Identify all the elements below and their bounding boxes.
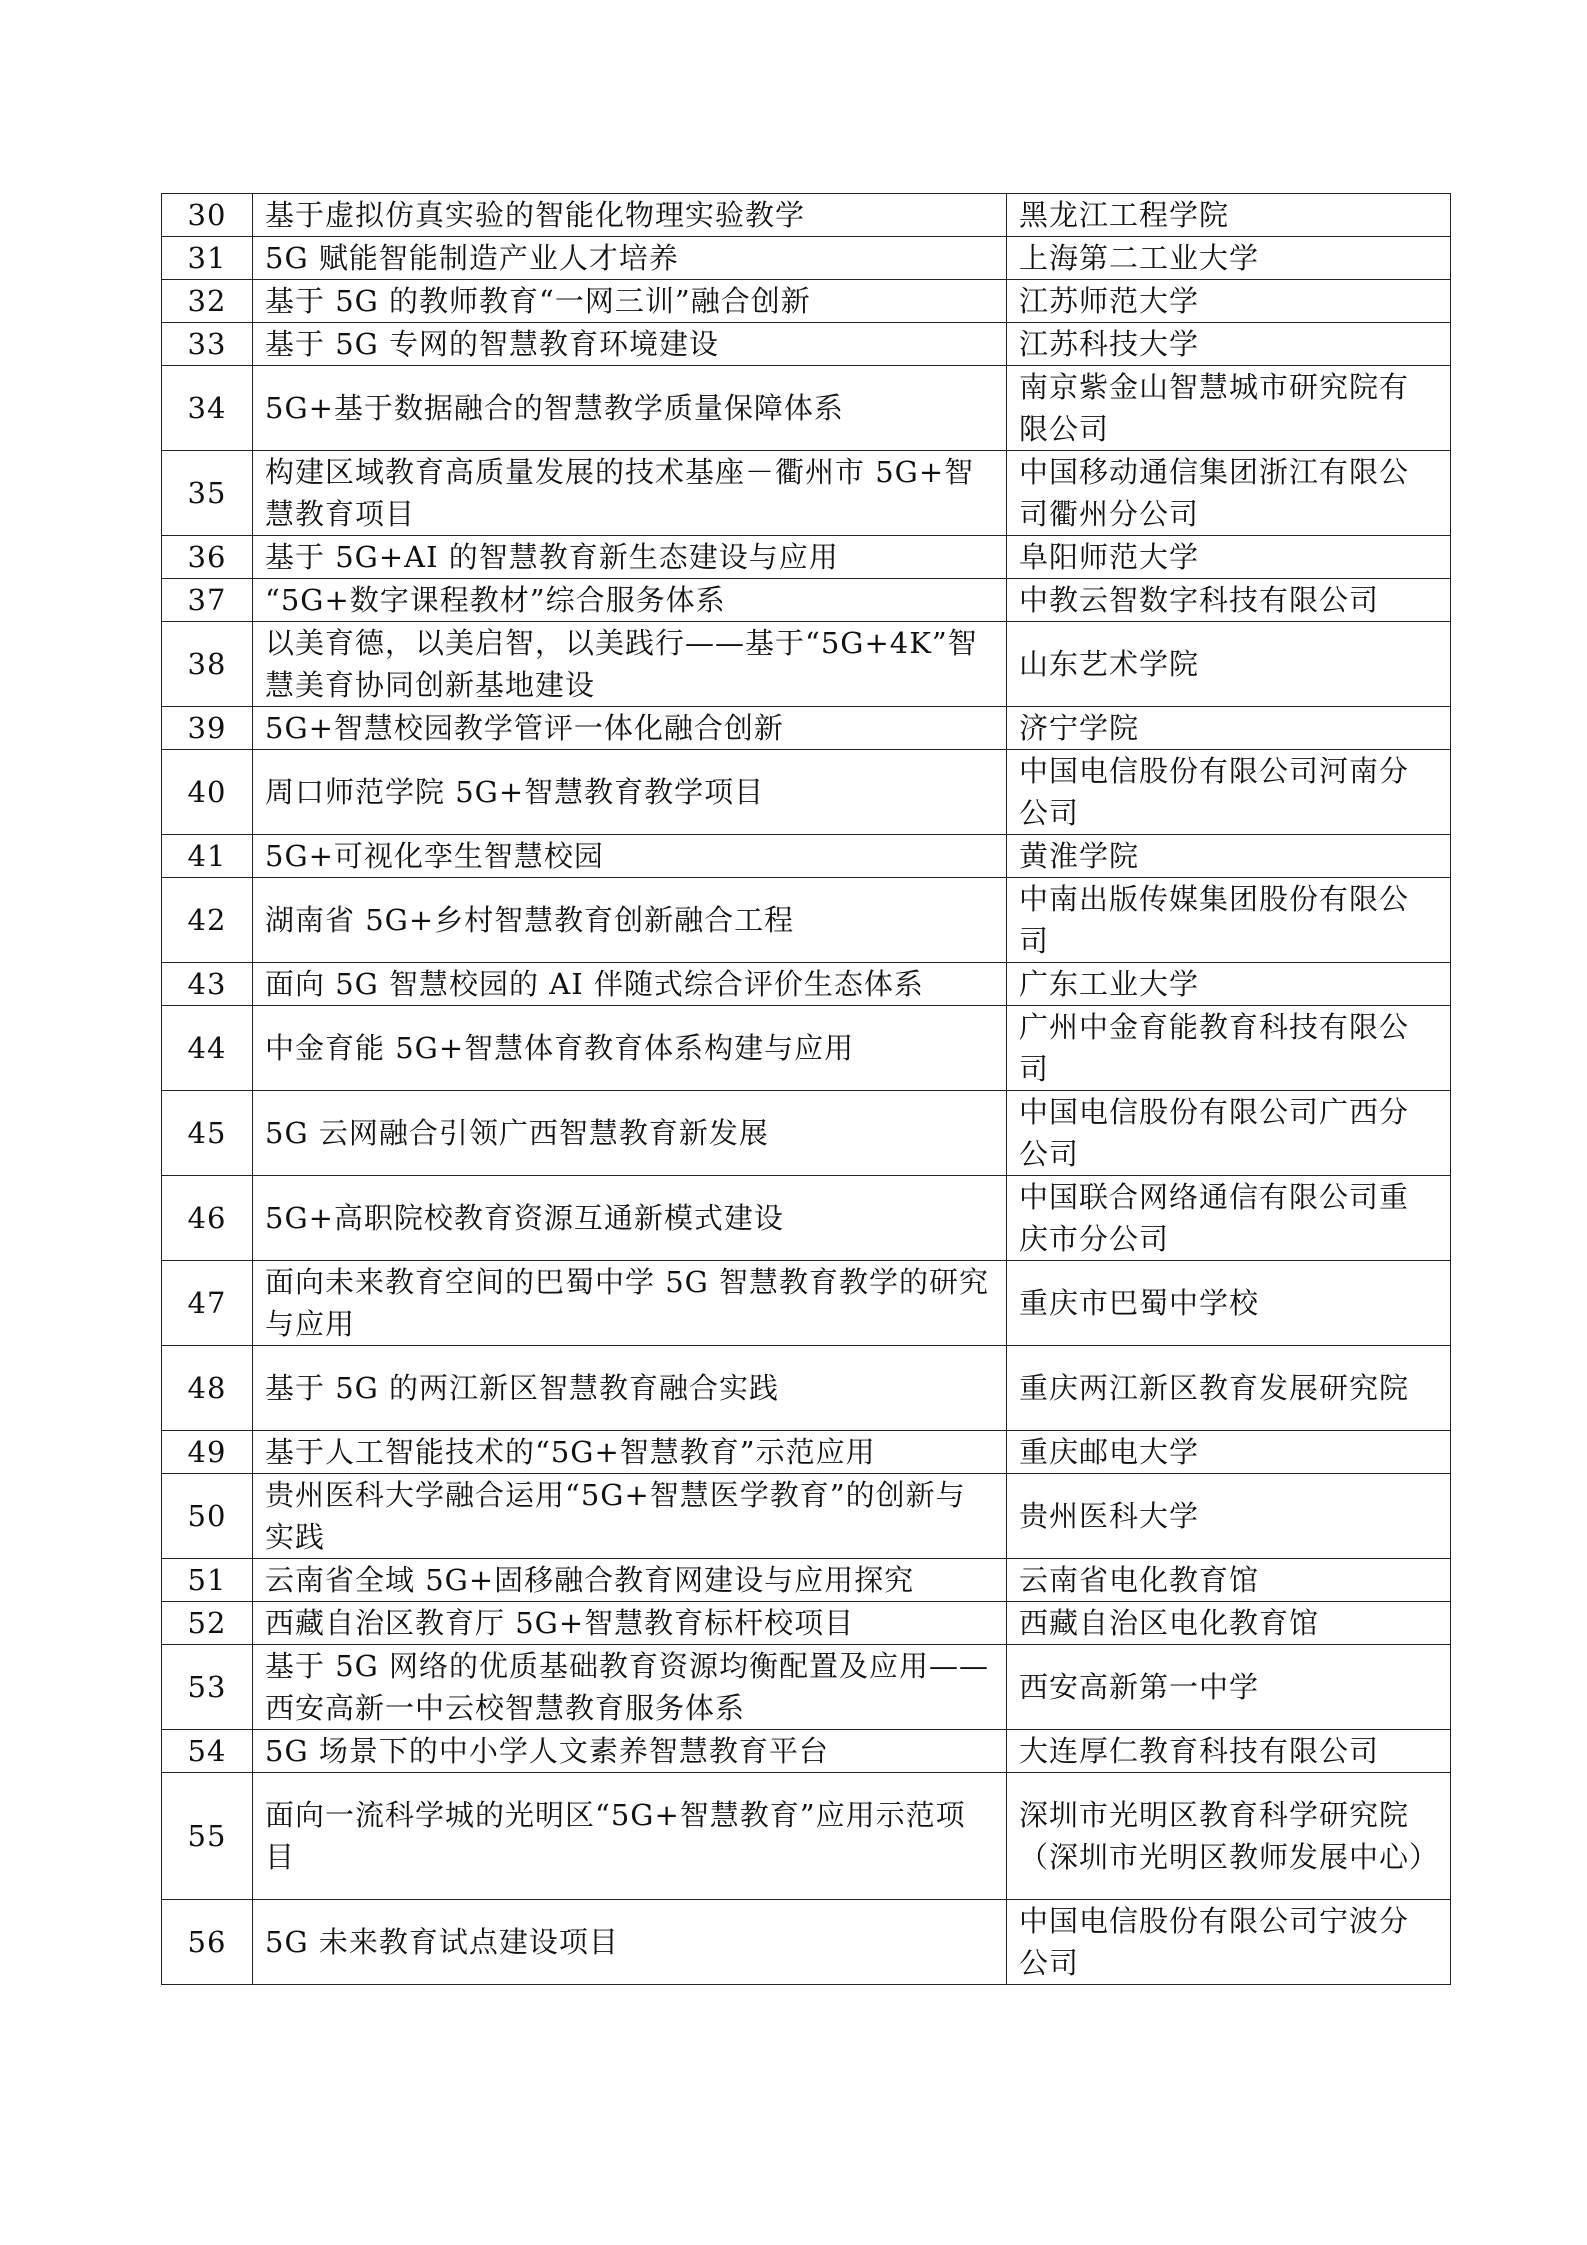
row-number: 32 bbox=[162, 280, 253, 323]
project-name: 基于人工智能技术的“5G+智慧教育”示范应用 bbox=[253, 1431, 1007, 1474]
row-number: 49 bbox=[162, 1431, 253, 1474]
row-number: 52 bbox=[162, 1602, 253, 1645]
table-row bbox=[162, 1559, 1451, 1602]
row-number: 31 bbox=[162, 237, 253, 280]
project-name: 基于 5G 的教师教育“一网三训”融合创新 bbox=[253, 280, 1007, 323]
table-row bbox=[162, 280, 1451, 323]
row-number: 30 bbox=[162, 194, 253, 237]
table-row bbox=[162, 1431, 1451, 1474]
organization-name: 西藏自治区电化教育馆 bbox=[1007, 1602, 1451, 1645]
project-name: 5G 未来教育试点建设项目 bbox=[253, 1900, 1007, 1985]
table-row bbox=[162, 323, 1451, 366]
project-name: 基于 5G 专网的智慧教育环境建设 bbox=[253, 323, 1007, 366]
organization-name: 阜阳师范大学 bbox=[1007, 536, 1451, 579]
project-name: 基于 5G 网络的优质基础教育资源均衡配置及应用——西安高新一中云校智慧教育服务体系 bbox=[253, 1645, 1007, 1730]
row-number: 33 bbox=[162, 323, 253, 366]
project-name: 湖南省 5G+乡村智慧教育创新融合工程 bbox=[253, 878, 1007, 963]
project-name: 贵州医科大学融合运用“5G+智慧医学教育”的创新与实践 bbox=[253, 1474, 1007, 1559]
project-name: 周口师范学院 5G+智慧教育教学项目 bbox=[253, 750, 1007, 835]
table-row bbox=[162, 579, 1451, 622]
table-row bbox=[162, 1006, 1451, 1091]
organization-name: 贵州医科大学 bbox=[1007, 1474, 1451, 1559]
table-row bbox=[162, 194, 1451, 237]
table-row bbox=[162, 1900, 1451, 1985]
organization-name: 中国电信股份有限公司河南分公司 bbox=[1007, 750, 1451, 835]
project-name: “5G+数字课程教材”综合服务体系 bbox=[253, 579, 1007, 622]
organization-name: 黑龙江工程学院 bbox=[1007, 194, 1451, 237]
project-name: 5G+基于数据融合的智慧教学质量保障体系 bbox=[253, 366, 1007, 451]
organization-name: 深圳市光明区教育科学研究院（深圳市光明区教师发展中心） bbox=[1007, 1773, 1451, 1900]
row-number: 42 bbox=[162, 878, 253, 963]
organization-name: 重庆邮电大学 bbox=[1007, 1431, 1451, 1474]
organization-name: 中国电信股份有限公司宁波分公司 bbox=[1007, 1900, 1451, 1985]
project-name: 5G+智慧校园教学管评一体化融合创新 bbox=[253, 707, 1007, 750]
row-number: 46 bbox=[162, 1176, 253, 1261]
table-row bbox=[162, 536, 1451, 579]
organization-name: 中国联合网络通信有限公司重庆市分公司 bbox=[1007, 1176, 1451, 1261]
organization-name: 济宁学院 bbox=[1007, 707, 1451, 750]
project-name: 5G 场景下的中小学人文素养智慧教育平台 bbox=[253, 1730, 1007, 1773]
table-row bbox=[162, 366, 1451, 451]
table-row bbox=[162, 237, 1451, 280]
organization-name: 广东工业大学 bbox=[1007, 963, 1451, 1006]
row-number: 38 bbox=[162, 622, 253, 707]
organization-name: 广州中金育能教育科技有限公司 bbox=[1007, 1006, 1451, 1091]
organization-name: 江苏师范大学 bbox=[1007, 280, 1451, 323]
row-number: 35 bbox=[162, 451, 253, 536]
organization-name: 中国电信股份有限公司广西分公司 bbox=[1007, 1091, 1451, 1176]
row-number: 41 bbox=[162, 835, 253, 878]
table-row bbox=[162, 835, 1451, 878]
project-name: 5G 云网融合引领广西智慧教育新发展 bbox=[253, 1091, 1007, 1176]
organization-name: 黄淮学院 bbox=[1007, 835, 1451, 878]
table-row bbox=[162, 1730, 1451, 1773]
project-name: 基于虚拟仿真实验的智能化物理实验教学 bbox=[253, 194, 1007, 237]
row-number: 54 bbox=[162, 1730, 253, 1773]
row-number: 40 bbox=[162, 750, 253, 835]
project-name: 面向一流科学城的光明区“5G+智慧教育”应用示范项目 bbox=[253, 1773, 1007, 1900]
project-name: 面向未来教育空间的巴蜀中学 5G 智慧教育教学的研究与应用 bbox=[253, 1261, 1007, 1346]
project-name: 5G 赋能智能制造产业人才培养 bbox=[253, 237, 1007, 280]
organization-name: 江苏科技大学 bbox=[1007, 323, 1451, 366]
row-number: 34 bbox=[162, 366, 253, 451]
table-row bbox=[162, 1346, 1451, 1431]
project-name: 基于 5G+AI 的智慧教育新生态建设与应用 bbox=[253, 536, 1007, 579]
table-row bbox=[162, 1773, 1451, 1900]
row-number: 44 bbox=[162, 1006, 253, 1091]
project-name: 构建区域教育高质量发展的技术基座－衢州市 5G+智慧教育项目 bbox=[253, 451, 1007, 536]
row-number: 50 bbox=[162, 1474, 253, 1559]
table-row bbox=[162, 622, 1451, 707]
project-name: 面向 5G 智慧校园的 AI 伴随式综合评价生态体系 bbox=[253, 963, 1007, 1006]
organization-name: 大连厚仁教育科技有限公司 bbox=[1007, 1730, 1451, 1773]
table-row bbox=[162, 1261, 1451, 1346]
project-table-body bbox=[162, 194, 1451, 1985]
organization-name: 中国移动通信集团浙江有限公司衢州分公司 bbox=[1007, 451, 1451, 536]
organization-name: 云南省电化教育馆 bbox=[1007, 1559, 1451, 1602]
table-row bbox=[162, 451, 1451, 536]
organization-name: 上海第二工业大学 bbox=[1007, 237, 1451, 280]
project-name: 西藏自治区教育厅 5G+智慧教育标杆校项目 bbox=[253, 1602, 1007, 1645]
project-name: 以美育德，以美启智，以美践行——基于“5G+4K”智慧美育协同创新基地建设 bbox=[253, 622, 1007, 707]
table-row bbox=[162, 963, 1451, 1006]
organization-name: 重庆市巴蜀中学校 bbox=[1007, 1261, 1451, 1346]
project-name: 5G+可视化孪生智慧校园 bbox=[253, 835, 1007, 878]
row-number: 48 bbox=[162, 1346, 253, 1431]
project-table bbox=[161, 193, 1451, 1985]
organization-name: 南京紫金山智慧城市研究院有限公司 bbox=[1007, 366, 1451, 451]
row-number: 43 bbox=[162, 963, 253, 1006]
organization-name: 西安高新第一中学 bbox=[1007, 1645, 1451, 1730]
table-row bbox=[162, 750, 1451, 835]
organization-name: 中教云智数字科技有限公司 bbox=[1007, 579, 1451, 622]
table-row bbox=[162, 1091, 1451, 1176]
project-name: 5G+高职院校教育资源互通新模式建设 bbox=[253, 1176, 1007, 1261]
organization-name: 中南出版传媒集团股份有限公司 bbox=[1007, 878, 1451, 963]
row-number: 51 bbox=[162, 1559, 253, 1602]
row-number: 53 bbox=[162, 1645, 253, 1730]
organization-name: 重庆两江新区教育发展研究院 bbox=[1007, 1346, 1451, 1431]
table-row bbox=[162, 1645, 1451, 1730]
row-number: 39 bbox=[162, 707, 253, 750]
table-row bbox=[162, 1602, 1451, 1645]
row-number: 45 bbox=[162, 1091, 253, 1176]
table-row bbox=[162, 1176, 1451, 1261]
row-number: 37 bbox=[162, 579, 253, 622]
project-name: 中金育能 5G+智慧体育教育体系构建与应用 bbox=[253, 1006, 1007, 1091]
table-row bbox=[162, 878, 1451, 963]
row-number: 56 bbox=[162, 1900, 253, 1985]
project-name: 基于 5G 的两江新区智慧教育融合实践 bbox=[253, 1346, 1007, 1431]
organization-name: 山东艺术学院 bbox=[1007, 622, 1451, 707]
row-number: 47 bbox=[162, 1261, 253, 1346]
row-number: 36 bbox=[162, 536, 253, 579]
row-number: 55 bbox=[162, 1773, 253, 1900]
table-row bbox=[162, 707, 1451, 750]
project-name: 云南省全域 5G+固移融合教育网建设与应用探究 bbox=[253, 1559, 1007, 1602]
table-row bbox=[162, 1474, 1451, 1559]
